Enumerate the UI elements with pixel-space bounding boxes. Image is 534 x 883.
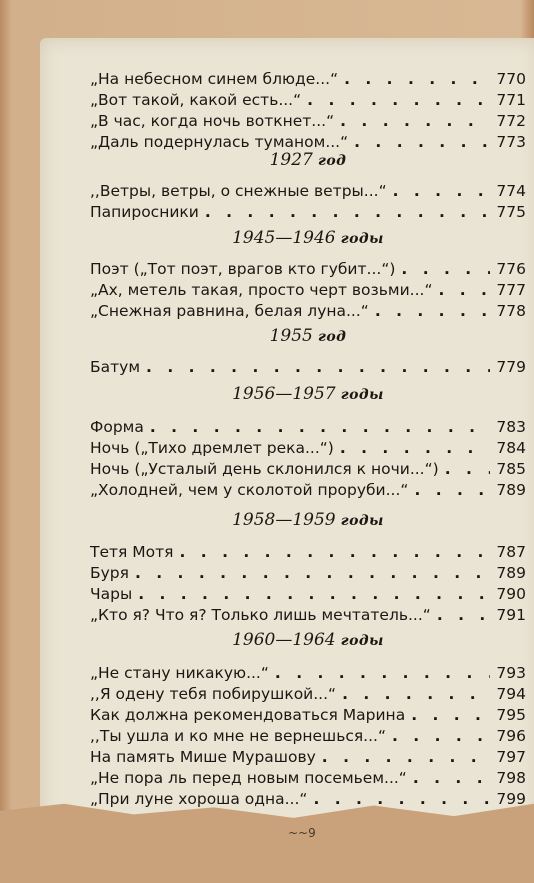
section-suffix: годы (340, 513, 384, 529)
dot-leader (445, 458, 491, 480)
section-suffix: год (317, 329, 347, 345)
entry-page-number: 795 (496, 706, 526, 724)
toc-entry (90, 68, 526, 90)
dot-leader (150, 416, 491, 438)
dot-leader (344, 68, 490, 90)
dot-leader (438, 279, 490, 301)
entry-title: Поэт („Тот поэт, врагов кто губит...“) (90, 260, 396, 278)
entry-page-number: 794 (496, 685, 526, 703)
entry-title: Буря (90, 564, 129, 582)
entry-title: „На небесном синем блюде...“ (90, 70, 339, 88)
entry-title: Папиросники (90, 203, 199, 221)
toc-entry (90, 356, 526, 378)
entry-page-number: 776 (496, 260, 526, 278)
toc-entry (90, 258, 526, 280)
toc-entry (90, 437, 526, 459)
entry-title: На память Мише Мурашову (90, 748, 316, 766)
toc-entry (90, 110, 526, 132)
entry-title: „В час, когда ночь воткнет...“ (90, 112, 335, 130)
toc-entry (90, 704, 526, 726)
entry-page-number: 784 (496, 439, 526, 457)
dot-leader (392, 725, 490, 747)
toc-entry (90, 767, 526, 789)
entry-title: Форма (90, 418, 144, 436)
entry-page-number: 775 (496, 203, 526, 221)
entry-page-number: 777 (496, 281, 526, 299)
entry-page-number: 790 (496, 585, 526, 603)
dot-leader (180, 541, 491, 563)
entry-title: „Кто я? Что я? Только лишь мечтатель...“ (90, 606, 431, 624)
entry-page-number: 772 (496, 112, 526, 130)
toc-entry (90, 604, 526, 626)
dot-leader (322, 746, 491, 768)
entry-title: ,,Я одену тебя побирушкой...“ (90, 685, 337, 703)
section-suffix: годы (340, 633, 384, 649)
toc-entry (90, 788, 526, 810)
toc-entry (90, 458, 526, 480)
entry-title: „Ах, метель такая, просто черт возьми...“ (90, 281, 433, 299)
entry-title: Чары (90, 585, 133, 603)
entry-page-number: 779 (496, 358, 526, 376)
entry-title: „Вот такой, какой есть...“ (90, 91, 302, 109)
entry-page-number: 785 (496, 460, 526, 478)
dot-leader (411, 704, 490, 726)
dot-leader (307, 89, 490, 111)
toc-entry (90, 279, 526, 301)
entry-page-number: 773 (496, 133, 526, 151)
entry-title: „При луне хороша одна...“ (90, 790, 308, 808)
section-years: 1960—1964 (232, 630, 336, 650)
entry-title: ,,Ты ушла и ко мне не вернешься...“ (90, 727, 386, 745)
entry-title: Как должна рекомендоваться Марина (90, 706, 406, 724)
section-heading (90, 326, 526, 347)
dot-leader (413, 767, 491, 789)
section-heading (90, 384, 526, 405)
toc-entry (90, 300, 526, 322)
entry-title: „Даль подернулась туманом...“ (90, 133, 349, 151)
toc-entry (90, 583, 526, 605)
section-suffix: годы (340, 387, 384, 403)
section-years: 1945—1946 (232, 228, 336, 248)
section-suffix: годы (340, 231, 384, 247)
dot-leader (342, 683, 490, 705)
entry-page-number: 789 (496, 481, 526, 499)
entry-page-number: 791 (496, 606, 526, 624)
toc-entry (90, 416, 526, 438)
entry-page-number: 787 (496, 543, 526, 561)
dot-leader (414, 479, 490, 501)
dot-leader (437, 604, 491, 626)
toc-entry (90, 479, 526, 501)
entry-title: Ночь („Тихо дремлет река...“) (90, 439, 334, 457)
page-footer-mark: ~~9 (288, 826, 316, 840)
section-years: 1956—1957 (232, 384, 336, 404)
dot-leader (138, 583, 490, 605)
entry-page-number: 798 (496, 769, 526, 787)
entry-page-number: 783 (496, 418, 526, 436)
entry-title: Батум (90, 358, 141, 376)
section-years: 1955 (269, 326, 313, 346)
entry-page-number: 796 (496, 727, 526, 745)
dot-leader (146, 356, 490, 378)
dot-leader (135, 562, 490, 584)
toc-entry (90, 725, 526, 747)
section-heading (90, 150, 526, 171)
entry-page-number: 770 (496, 70, 526, 88)
dot-leader (401, 258, 490, 280)
toc-entry (90, 541, 526, 563)
entry-page-number: 789 (496, 564, 526, 582)
section-years: 1958—1959 (232, 510, 336, 530)
toc-entry (90, 662, 526, 684)
toc-entry (90, 89, 526, 111)
entry-title: „Снежная равнина, белая луна...“ (90, 302, 369, 320)
entry-title: ,,Ветры, ветры, о снежные ветры...“ (90, 182, 387, 200)
entry-title: Тетя Мотя (90, 543, 174, 561)
dot-leader (205, 201, 491, 223)
entry-title: „Не стану никакую...“ (90, 664, 269, 682)
dot-leader (340, 437, 491, 459)
entry-page-number: 799 (496, 790, 526, 808)
section-years: 1927 (269, 150, 313, 170)
entry-page-number: 771 (496, 91, 526, 109)
section-heading (90, 510, 526, 531)
dot-leader (275, 662, 491, 684)
toc-entry (90, 180, 526, 202)
entry-title: „Не пора ль перед новым посемьем...“ (90, 769, 407, 787)
entry-title: „Холодней, чем у сколотой проруби...“ (90, 481, 409, 499)
section-heading (90, 630, 526, 651)
entry-page-number: 778 (496, 302, 526, 320)
section-heading (90, 228, 526, 249)
entry-page-number: 797 (496, 748, 526, 766)
toc-entry (90, 683, 526, 705)
dot-leader (340, 110, 490, 132)
section-suffix: год (317, 153, 347, 169)
toc-entry (90, 562, 526, 584)
toc-entry (90, 746, 526, 768)
dot-leader (375, 300, 491, 322)
entry-page-number: 793 (496, 664, 526, 682)
entry-page-number: 774 (496, 182, 526, 200)
dot-leader (313, 788, 490, 810)
entry-title: Ночь („Усталый день склонился к ночи...“) (90, 460, 439, 478)
toc-entry (90, 201, 526, 223)
dot-leader (393, 180, 491, 202)
